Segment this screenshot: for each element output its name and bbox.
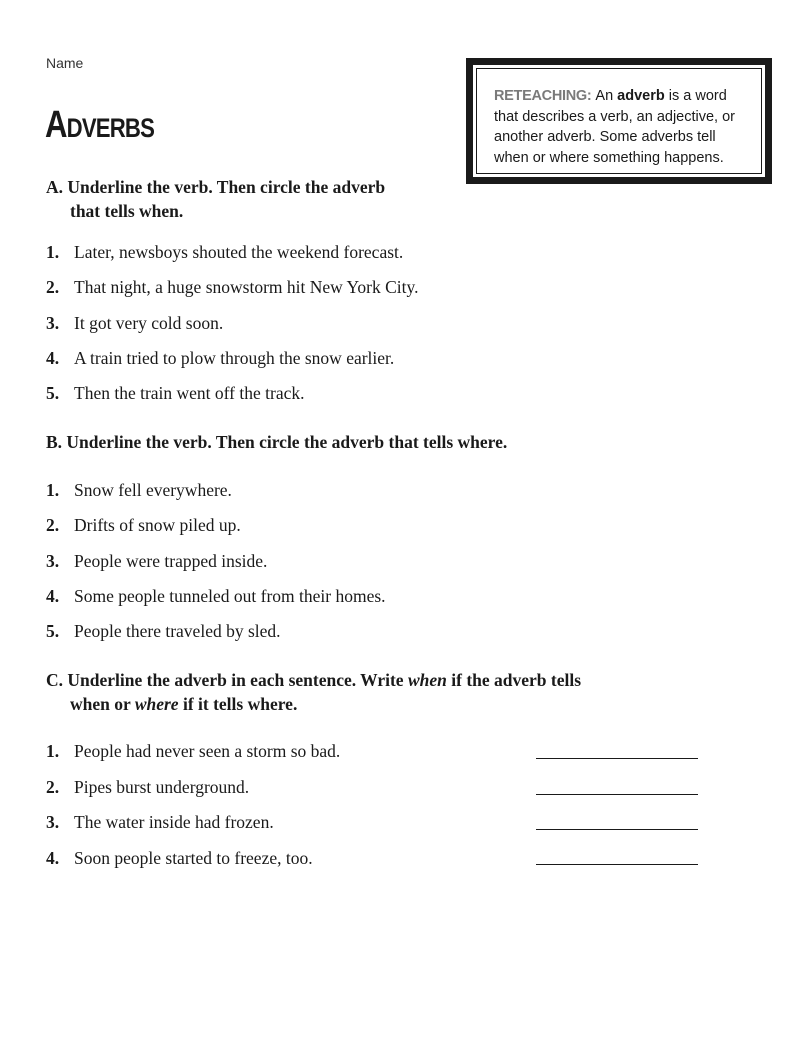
reteaching-box <box>466 58 772 184</box>
item-number: 4. <box>46 586 60 606</box>
section-c-item-4 <box>46 847 313 869</box>
item-number: 4. <box>46 848 60 868</box>
section-a-item-2 <box>46 276 418 298</box>
item-text: Later, newsboys shouted the weekend forecast. <box>74 242 404 262</box>
section-c-item-2 <box>46 776 249 798</box>
reteaching-term: adverb <box>617 88 665 104</box>
answer-line-1[interactable] <box>536 758 698 759</box>
item-text: Drifts of snow piled up. <box>74 515 241 535</box>
item-number: 5. <box>46 383 60 403</box>
name-label: Name <box>46 55 84 71</box>
section-b-item-1 <box>46 479 232 501</box>
item-number: 3. <box>46 551 60 571</box>
item-text: Snow fell everywhere. <box>74 480 232 500</box>
section-a-heading <box>46 175 385 223</box>
item-text: Soon people started to freeze, too. <box>74 848 313 868</box>
item-number: 1. <box>46 242 60 262</box>
item-number: 1. <box>46 480 60 500</box>
section-a-heading-line1: A. Underline the verb. Then circle the adverb <box>46 177 386 197</box>
item-text: It got very cold soon. <box>74 313 224 333</box>
item-text: People had never seen a storm so bad. <box>74 741 341 761</box>
section-c-item-3 <box>46 811 274 833</box>
reteaching-text-after: is a word that describes a verb, an adjective, or another adverb. Some adverbs tell when or where something happens. <box>494 88 735 166</box>
section-c-heading-text: if the adverb tells <box>446 670 582 690</box>
item-number: 4. <box>46 348 60 368</box>
item-number: 2. <box>46 277 60 297</box>
section-c-word-where: where <box>134 694 179 714</box>
item-text: Pipes burst underground. <box>74 777 250 797</box>
section-c-heading-line1 <box>46 670 581 690</box>
section-c-heading-text: C. Underline the adverb in each sentence. Write <box>46 670 408 690</box>
section-c-heading-text: if it tells where. <box>178 694 298 714</box>
item-number: 3. <box>46 313 60 333</box>
section-a-item-5 <box>46 382 305 404</box>
section-c-item-1 <box>46 740 340 762</box>
answer-line-4[interactable] <box>536 864 698 865</box>
reteaching-text-before: An <box>595 88 618 104</box>
item-text: Then the train went off the track. <box>74 383 305 403</box>
section-b-item-2 <box>46 514 241 536</box>
item-number: 2. <box>46 777 60 797</box>
section-a-item-4 <box>46 347 394 369</box>
section-b-heading: B. Underline the verb. Then circle the adverb that tells where. <box>46 432 508 452</box>
section-b-item-3 <box>46 550 267 572</box>
section-a-item-1 <box>46 241 403 263</box>
item-text: Some people tunneled out from their homes. <box>74 586 386 606</box>
page-title: Adverbs <box>45 104 155 146</box>
item-text: People were trapped inside. <box>74 551 268 571</box>
item-number: 2. <box>46 515 60 535</box>
item-number: 3. <box>46 812 60 832</box>
item-text: The water inside had frozen. <box>74 812 274 832</box>
item-text: That night, a huge snowstorm hit New York City. <box>74 277 419 297</box>
reteaching-label: RETEACHING: <box>494 88 592 104</box>
section-b-item-5 <box>46 620 281 642</box>
section-a-item-3 <box>46 312 223 334</box>
reteaching-box-content <box>476 68 762 174</box>
section-c-heading-line2 <box>46 692 581 716</box>
item-number: 5. <box>46 621 60 641</box>
answer-line-2[interactable] <box>536 794 698 795</box>
section-c-heading-text: when or <box>70 694 135 714</box>
section-b-item-4 <box>46 585 386 607</box>
section-c-heading <box>46 668 581 716</box>
section-c-word-when: when <box>407 670 447 690</box>
section-a-heading-line2: that tells when. <box>70 201 184 221</box>
answer-line-3[interactable] <box>536 829 698 830</box>
item-number: 1. <box>46 741 60 761</box>
item-text: People there traveled by sled. <box>74 621 281 641</box>
item-text: A train tried to plow through the snow earlier. <box>74 348 395 368</box>
